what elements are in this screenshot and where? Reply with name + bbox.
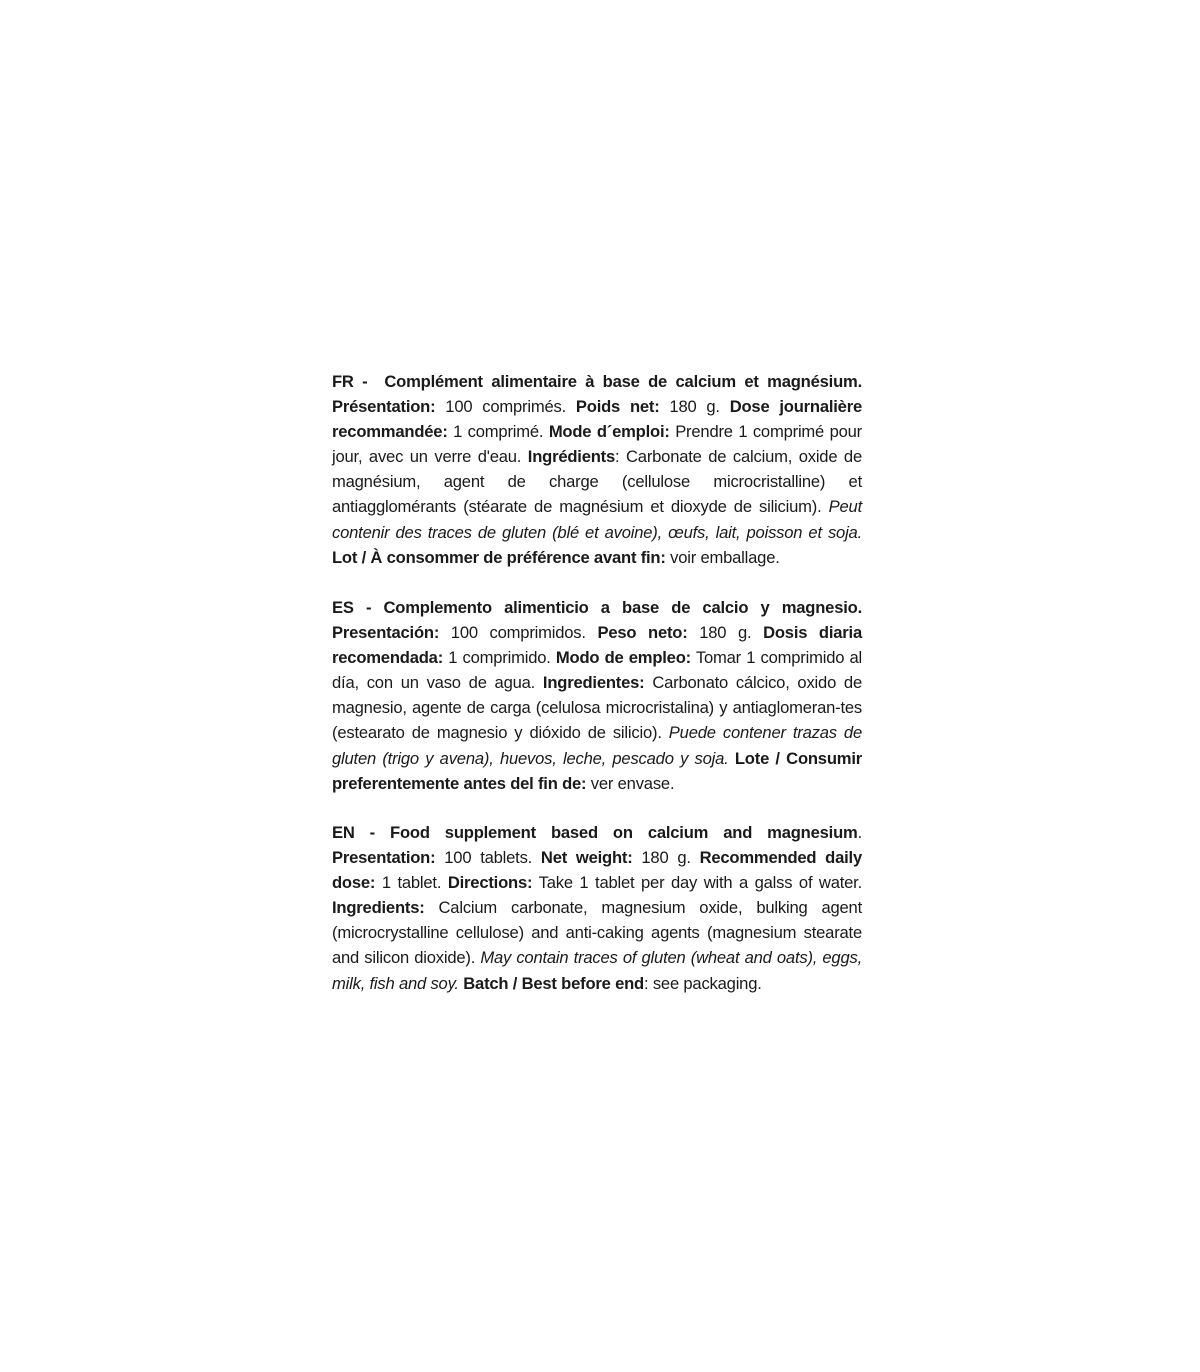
ingredients-label-en: Ingredients: — [332, 898, 425, 918]
ingredients-value-es: Carbonato cálcico, oxido de magnesio, agente de carga (celulosa microcristalina) y antiaglomeran-tes (estearato de magnesio y dióxido de silicio). — [332, 673, 862, 743]
language-code-en: EN - — [332, 823, 375, 842]
allergen-warning-es: Puede contener trazas de gluten (trigo y avena), huevos, leche, pescado y soja. — [332, 723, 862, 768]
presentation-value-fr: 100 comprimés. — [435, 397, 576, 417]
directions-label-en: Directions: — [447, 873, 533, 893]
directions-value-fr: Prendre 1 comprimé pour jour, avec un verre d'eau. — [332, 422, 862, 467]
batch-value-es: ver envase. — [586, 773, 675, 793]
label-text-en — [332, 820, 862, 996]
dose-value-en: 1 tablet. — [375, 873, 448, 893]
product-description-fr: Complément alimentaire à base de calcium et magnésium. — [384, 372, 862, 391]
batch-value-fr: voir emballage. — [665, 547, 780, 567]
label-text-fr — [332, 369, 862, 570]
allergen-warning-fr: Peut contenir des traces de gluten (blé et avoine), œufs, lait, poisson et soja. — [332, 497, 862, 542]
presentation-label-en: Presentation: — [332, 848, 436, 868]
presentation-label-fr: Présentation: — [332, 397, 436, 417]
directions-label-fr: Mode d´emploi: — [548, 422, 670, 442]
product-description-es: Complemento alimenticio a base de calcio y magnesio. — [383, 598, 862, 617]
allergen-warning-en: May contain traces of gluten (wheat and oats), eggs, milk, fish and soy. — [332, 948, 862, 993]
batch-label-es: Lote / Consumir preferentemente antes del fin de: — [332, 748, 862, 793]
directions-label-es: Modo de empleo: — [555, 648, 691, 668]
product-description-en: Food supplement based on calcium and magnesium — [390, 823, 858, 842]
presentation-value-es: 100 comprimidos. — [439, 623, 598, 643]
ingredients-label-fr: Ingrédients — [527, 447, 616, 467]
dose-label-fr: Dose journalière recommandée: — [332, 397, 862, 442]
ingredients-value-en: Calcium carbonate, magnesium oxide, bulking agent (microcrystalline cellulose) and anti-caking agents (magnesium stearate and silicon dioxide). — [332, 898, 862, 968]
weight-label-es: Peso neto: — [597, 623, 688, 643]
dose-label-en: Recommended daily dose: — [332, 848, 862, 893]
weight-value-fr: 180 g. — [659, 397, 730, 417]
batch-label-en: Batch / Best before end — [458, 973, 644, 993]
presentation-label-es: Presentación: — [332, 623, 440, 643]
directions-value-es: Tomar 1 comprimido al día, con un vaso de agua. — [332, 648, 862, 693]
label-text-es — [332, 595, 862, 796]
dose-value-es: 1 comprimido. — [443, 648, 556, 668]
ingredients-label-es: Ingredientes: — [542, 673, 645, 693]
presentation-value-en: 100 tablets. — [435, 848, 541, 868]
weight-value-en: 180 g. — [632, 848, 700, 868]
ingredients-value-fr: : Carbonate de calcium, oxide de magnésium, agent de charge (cellulose microcristalline) et antiagglomérants (stéarate de magnésium et dioxyde de silicium). — [332, 447, 862, 517]
weight-value-es: 180 g. — [687, 623, 764, 643]
weight-label-fr: Poids net: — [575, 397, 660, 417]
dose-value-fr: 1 comprimé. — [447, 422, 549, 442]
dose-label-es: Dosis diaria recomendada: — [332, 623, 862, 668]
directions-value-en: Take 1 tablet per day with a galss of water. — [532, 873, 862, 893]
batch-value-en: : see packaging. — [644, 973, 762, 993]
language-code-es: ES - — [332, 598, 372, 617]
batch-label-fr: Lot / À consommer de préférence avant fin: — [332, 547, 666, 567]
weight-label-en: Net weight: — [540, 848, 633, 868]
language-code-fr: FR - — [332, 372, 368, 391]
product-description-end-en: . — [857, 823, 862, 842]
